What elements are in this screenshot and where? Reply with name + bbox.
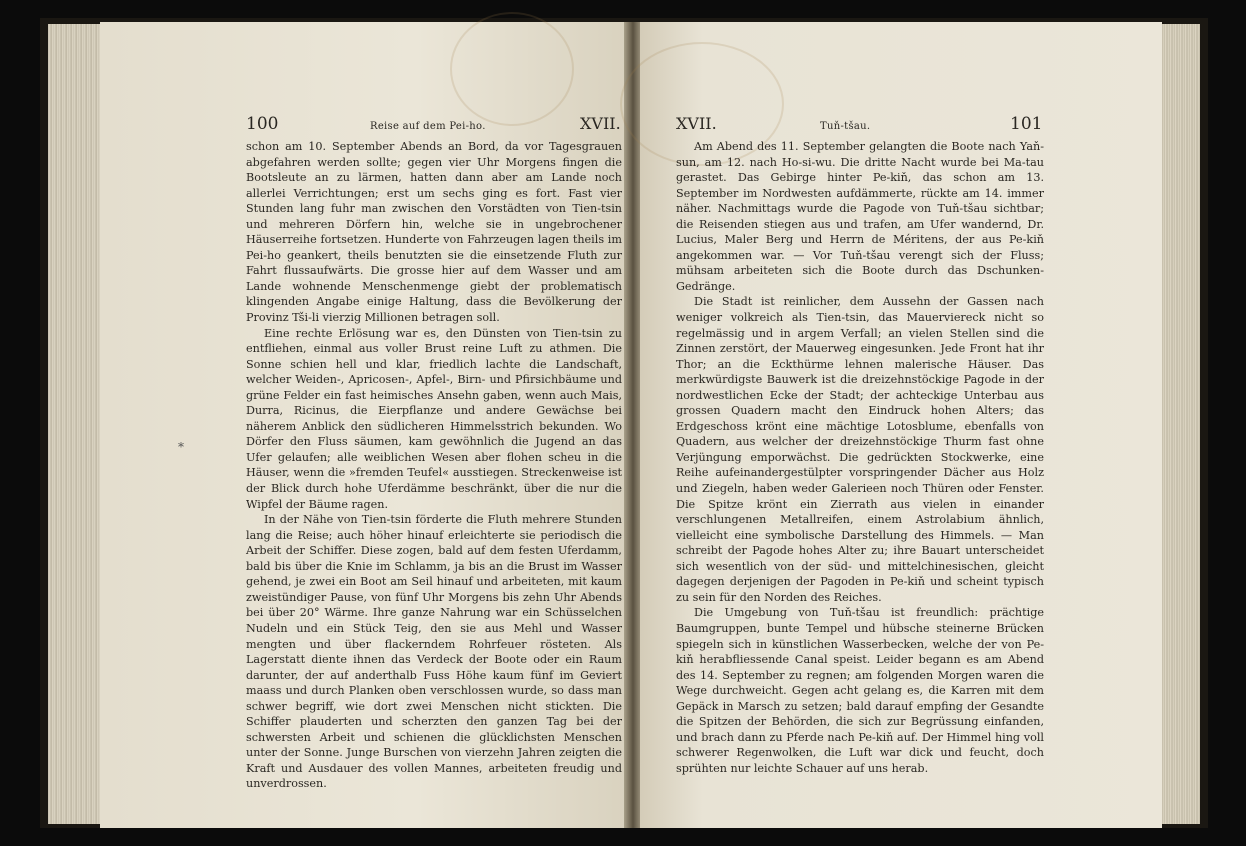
- page-edges-left: [48, 24, 108, 824]
- right-page-number: 101: [1010, 114, 1043, 134]
- right-running-head: Tuň-tšau.: [820, 121, 871, 132]
- paragraph: Die Stadt ist reinlicher, dem Aussehn der Gassen nach weniger volkreich als Tien-tsin, das Mauerviereck nicht so regelmässig und in argem Verfall; an vielen Stellen sind die Zinnen zerstört, der Mauerweg eingesunken. Jede Front hat ihr Thor; an die Eckthürme lehnen malerische Häuser. Das merkwürdigste Bauwerk ist die dreizehnstöckige Pagode in der nordwestlichen Ecke der Stadt; der achteckige Unterbau aus grossen Quadern macht den Eindruck hohen Alters; das Erdgeschoss krönt eine mächtige Lotosblume, ebenfalls von Quadern, aus welcher der dreizehnstöckige Thurm fast ohne Verjüngung emporwächst. Die gedrückten Stockwerke, eine Reihe aufeinandergestülpter vorspringender Dächer aus Holz und Ziegeln, haben weder Galerieen noch Thüren oder Fenster. Die Spitze krönt ein Zierrath aus vielen in einander verschlungenen Metallreifen, einem Astrolabium ähnlich, vielleicht eine symbolische Darstellung des Himmels. — Man schreibt der Pagode hohes Alter zu; ihre Bauart unterscheidet sich wesentlich von der süd- und mittelchinesischen, gleicht dagegen derjenigen der Pagoden in Pe-kiň und scheint typisch zu sein für den Norden des Reiches.: [676, 295, 1044, 604]
- paragraph: In der Nähe von Tien-tsin förderte die Fluth mehrere Stunden lang die Reise; auch höher hinauf erleichterte sie periodisch die Arbeit der Schiffer. Diese zogen, bald auf dem festen Uferdamm, bald bis über die Knie im Schlamm, ja bis an die Brust im Wasser gehend, je zwei ein Boot am Seil hinauf und arbeiteten, mit kaum zweistündiger Pause, von fünf Uhr Morgens bis zehn Uhr Abends bei über 20° Wärme. Ihre ganze Nahrung war ein Schüsselchen Nudeln und ein Stück Teig, den sie aus Mehl und Wasser mengten und über flackerndem Rohrfeuer rösteten. Als Lagerstatt diente ihnen das Verdeck der Boote oder ein Raum darunter, der auf anderthalb Fuss Höhe kaum fünf im Geviert maass und durch Planken oben verschlossen wurde, so dass man schwer begriff, wie dort zwei Menschen nicht stickten. Die Schiffer plauderten und scherzten den ganzen Tag bei der schwersten Arbeit und schienen die glücklichsten Menschen unter der Sonne. Junge Burschen von vierzehn Jahren zeigten die Kraft und Ausdauer des vollen Mannes, arbeiteten freudig und unverdrossen.: [246, 513, 622, 791]
- water-stain: [450, 12, 574, 126]
- left-page-body: [246, 139, 622, 792]
- right-page: [640, 22, 1162, 828]
- paragraph: Die Umgebung von Tuň-tšau ist freundlich: prächtige Baumgruppen, bunte Tempel und hübsche steinerne Brücken spiegeln sich in künstlichen Wasserbecken, welche der von Pe-kiň herabfliessende Canal speist. Leider begann es am Abend des 14. September zu regnen; am folgenden Morgen waren die Wege durchweicht. Gegen acht gelang es, die Karren mit dem Gepäck in Marsch zu setzen; bald darauf empfing der Gesandte die Spitzen der Behörden, die sich zur Begrüssung einfanden, und brach dann zu Pferde nach Pe-kiň auf. Der Himmel hing voll schwerer Regenwolken, die Luft war dick und feucht, doch sprühten nur leichte Schauer auf uns herab.: [676, 606, 1044, 775]
- margin-mark: *: [178, 440, 184, 454]
- right-chapter-number: XVII.: [676, 114, 717, 133]
- left-running-head: Reise auf dem Pei-ho.: [370, 121, 486, 132]
- left-chapter-number: XVII.: [580, 114, 621, 133]
- paragraph: Eine rechte Erlösung war es, den Dünsten von Tien-tsin zu entfliehen, einmal aus voller Brust reine Luft zu athmen. Die Sonne schien hell und klar, friedlich lachte die Landschaft, welcher Weiden-, Apricosen-, Apfel-, Birn- und Pfirsichbäume und grüne Felder ein fast heimisches Ansehn gaben, wenn auch Mais, Durra, Ricinus, die Eierpflanze und andere Gewächse bei näherem Anblick den südlicheren Himmelsstrich bekunden. Wo Dörfer den Fluss säumen, kam gewöhnlich die Jugend an das Ufer gelaufen; alle weiblichen Wesen aber flohen scheu in die Häuser, wenn die »fremden Teufel« ausstiegen. Streckenweise ist der Blick durch hohe Uferdämme beschränkt, über die nur die Wipfel der Bäume ragen.: [246, 326, 622, 511]
- left-page: [100, 22, 626, 828]
- right-page-body: [676, 139, 1044, 776]
- paragraph: Am Abend des 11. September gelangten die Boote nach Yaň-sun, am 12. nach Ho-si-wu. Die dritte Nacht wurde bei Ma-tau gerastet. Das Gebirge hinter Pe-kiň, das schon am 13. September im Nordwesten aufdämmerte, rückte am 14. immer näher. Nachmittags wurde die Pagode von Tuň-tšau sichtbar; die Reisenden stiegen aus und trafen, am Ufer wandernd, Dr. Lucius, Maler Berg und Herrn de Méritens, der aus Pe-kiň angekommen war. — Vor Tuň-tšau verengt sich der Fluss; mühsam arbeiteten sich die Boote durch das Dschunken-Gedränge.: [676, 140, 1044, 293]
- paragraph: schon am 10. September Abends an Bord, da vor Tagesgrauen abgefahren werden sollte; gegen vier Uhr Morgens fingen die Bootsleute an zu lärmen, hatten dann aber am Lande noch allerlei Verrichtungen; erst um sechs ging es fort. Fast vier Stunden lang fuhr man zwischen den Vorstädten von Tien-tsin und mehreren Dörfern hin, welche sie in ungebrochener Häuserreihe fortsetzen. Hunderte von Fahrzeugen lagen theils im Pei-ho geankert, theils benutzten sie die einsetzende Fluth zur Fahrt flussaufwärts. Die grosse hier auf dem Wasser und am Lande wohnende Menschenmenge giebt der problematisch klingenden Angabe einige Haltung, dass die Bevölkerung der Provinz Tši-li vierzig Millionen betragen soll.: [246, 140, 622, 325]
- left-page-number: 100: [246, 114, 279, 134]
